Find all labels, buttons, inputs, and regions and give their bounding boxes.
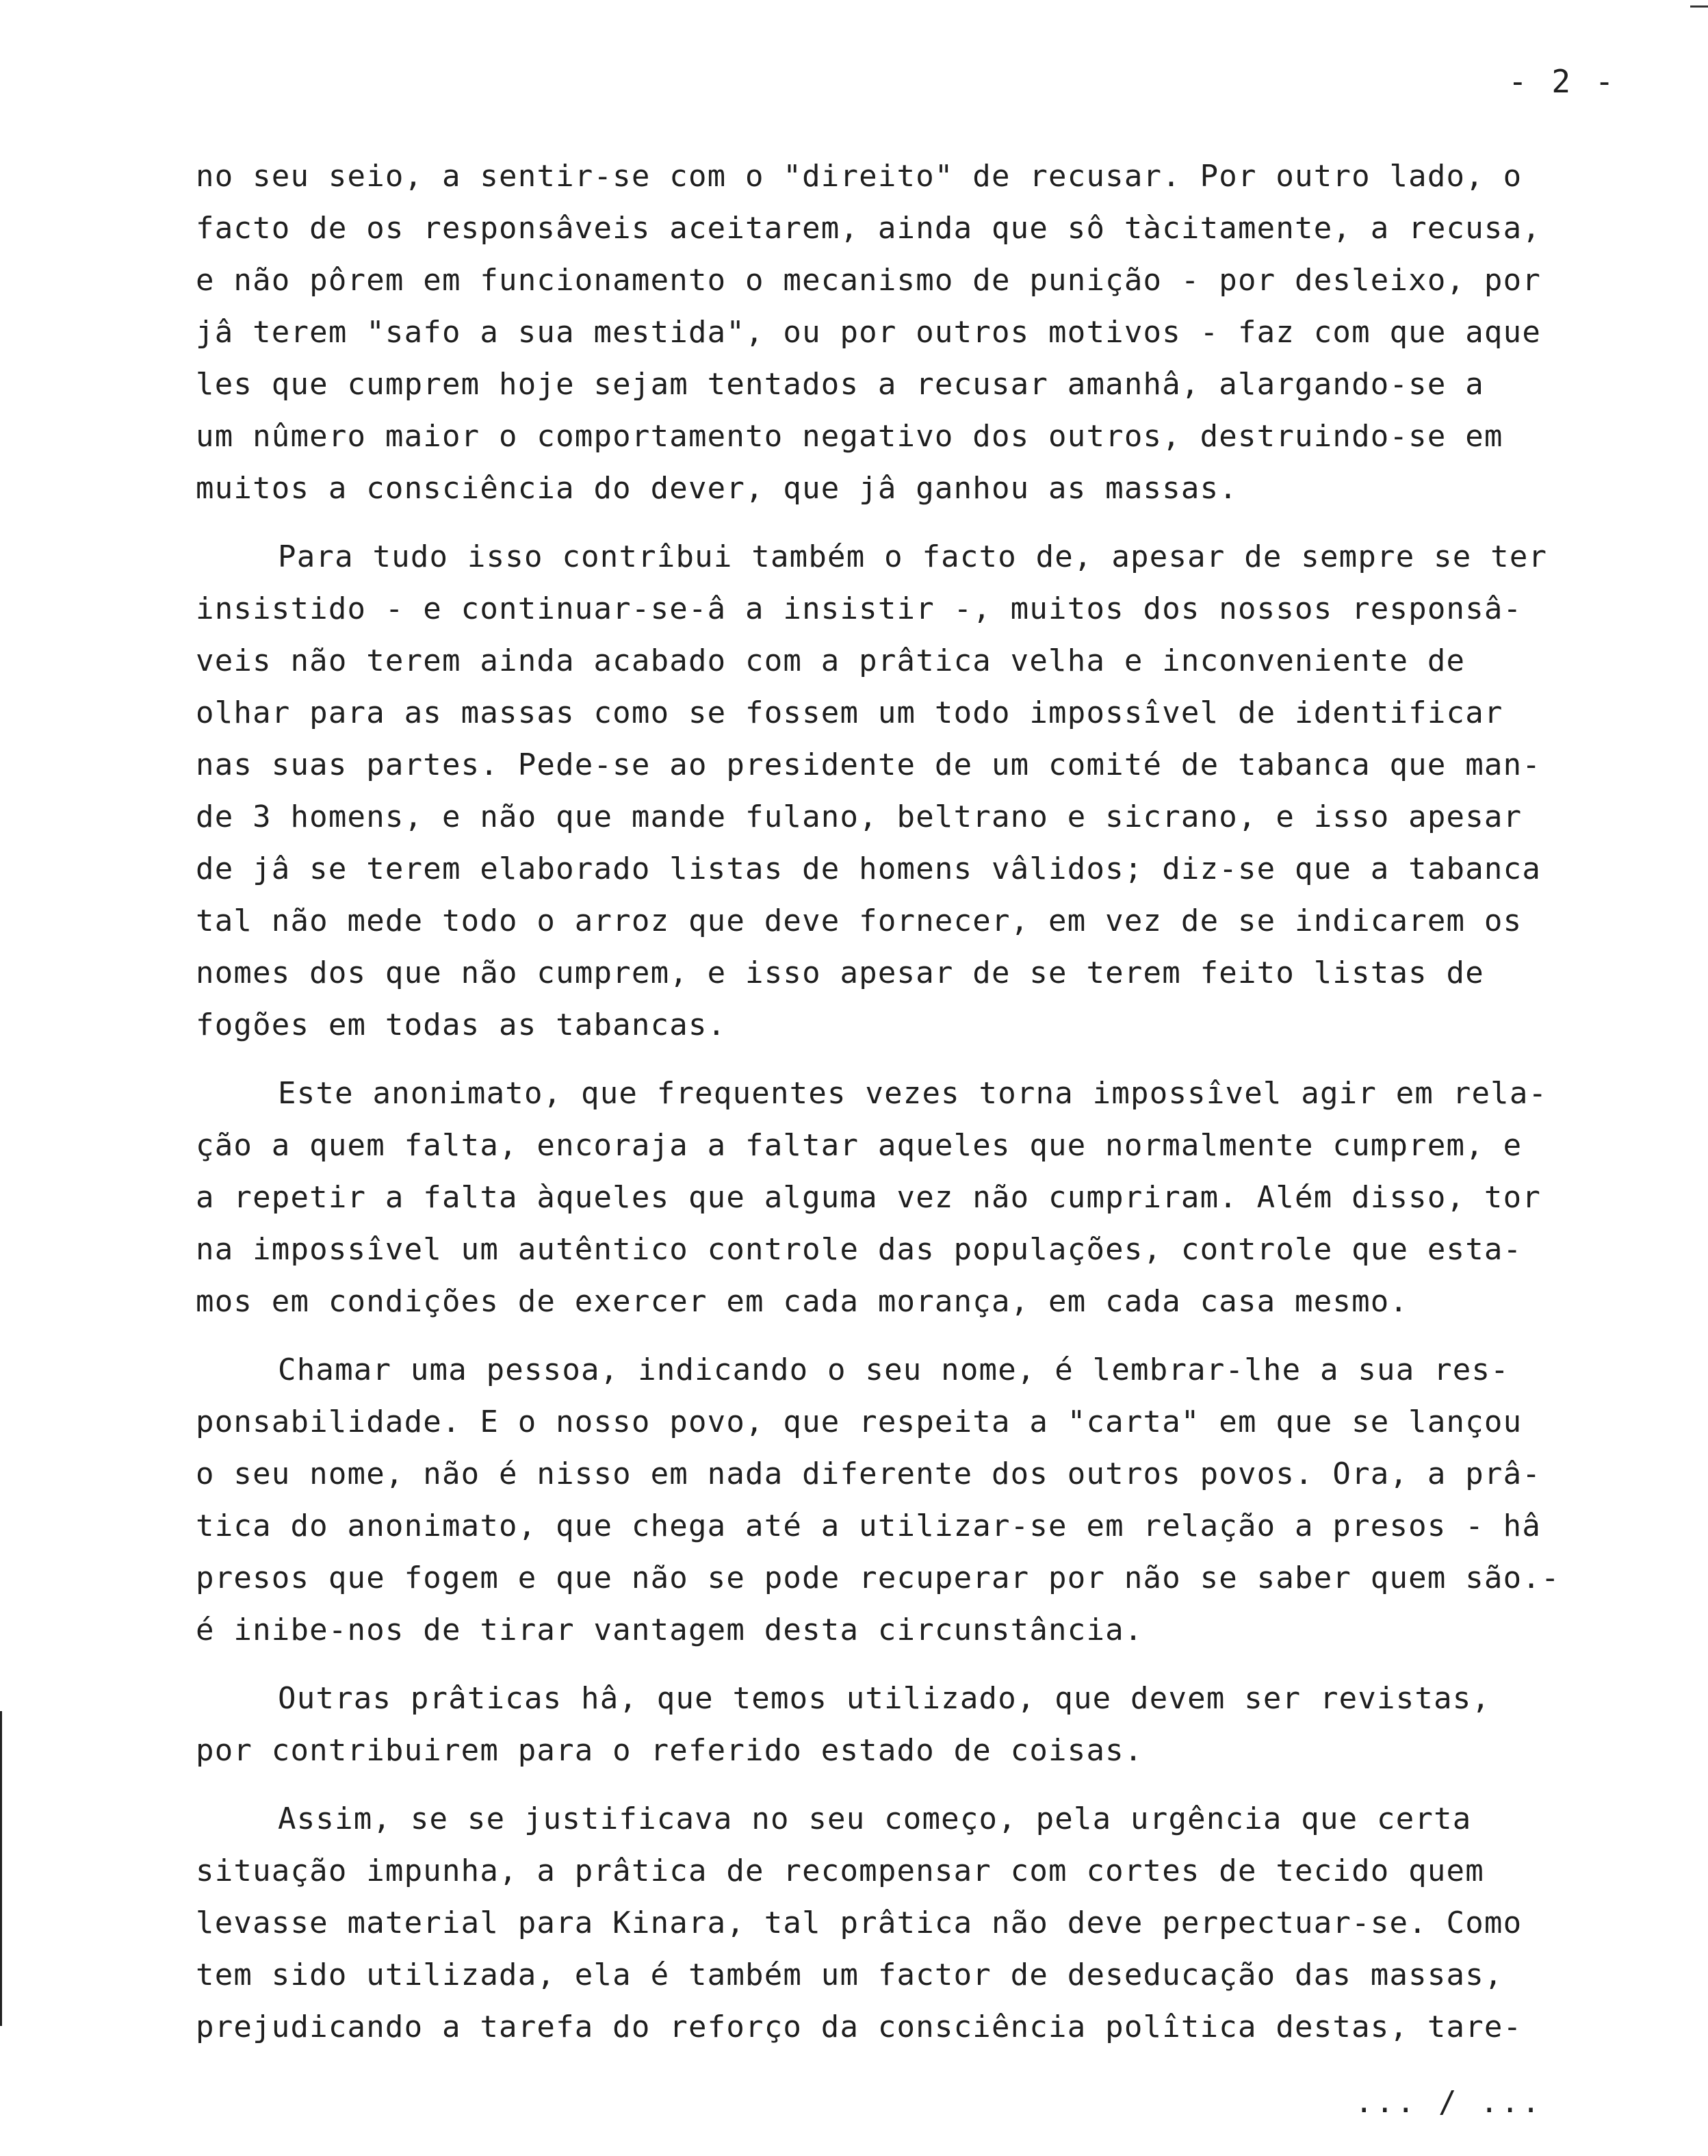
text-line: por contribuirem para o referido estado de coisas. — [196, 1733, 1143, 1768]
text-line: Este anonimato, que frequentes vezes torna impossîvel agir em rela- — [278, 1076, 1548, 1111]
text-line: o seu nome, não é nisso em nada diferente dos outros povos. Ora, a prâ- — [196, 1456, 1542, 1491]
text-line: a repetir a falta àqueles que alguma vez não cumpriram. Além disso, tor — [196, 1180, 1542, 1215]
text-line: mos em condições de exercer em cada morança, em cada casa mesmo. — [196, 1284, 1409, 1319]
continuation-mark: ... / ... — [1355, 2085, 1543, 2120]
text-line: les que cumprem hoje sejam tentados a recusar amanhâ, alargando-se a — [196, 367, 1484, 402]
paragraph — [196, 1673, 1687, 1777]
text-line: de jâ se terem elaborado listas de homens vâlidos; diz-se que a tabanca — [196, 851, 1542, 886]
text-line: Assim, se se justificava no seu começo, pela urgência que certa — [278, 1801, 1472, 1836]
text-line: nomes dos que não cumprem, e isso apesar de se terem feito listas de — [196, 955, 1484, 990]
text-line: ção a quem falta, encoraja a faltar aqueles que normalmente cumprem, e — [196, 1128, 1523, 1163]
text-line: tem sido utilizada, ela é também um factor de deseducação das massas, — [196, 1958, 1503, 1992]
text-line: veis não terem ainda acabado com a prâtica velha e inconveniente de — [196, 643, 1466, 678]
text-line: facto de os responsâveis aceitarem, ainda que sô tàcitamente, a recusa, — [196, 211, 1542, 246]
text-line: na impossîvel um autêntico controle das populações, controle que esta- — [196, 1232, 1523, 1267]
text-line: no seu seio, a sentir-se com o "direito" de recusar. Por outro lado, o — [196, 159, 1523, 194]
text-line: tal não mede todo o arroz que deve fornecer, em vez de se indicarem os — [196, 903, 1523, 938]
text-line: de 3 homens, e não que mande fulano, beltrano e sicrano, e isso apesar — [196, 799, 1523, 834]
text-line: insistido - e continuar-se-â a insistir -, muitos dos nossos responsâ- — [196, 591, 1523, 626]
margin-line — [0, 1711, 2, 2026]
text-line: Para tudo isso contrîbui também o facto de, apesar de sempre se ter — [278, 539, 1548, 574]
text-line: prejudicando a tarefa do reforço da consciência polîtica destas, tare- — [196, 2010, 1523, 2044]
text-line: tica do anonimato, que chega até a utilizar-se em relação a presos - hâ — [196, 1509, 1542, 1543]
text-line: muitos a consciência do dever, que jâ ganhou as massas. — [196, 471, 1238, 506]
paragraph — [196, 1344, 1687, 1656]
paragraph — [196, 1793, 1687, 2053]
text-line: situação impunha, a prâtica de recompensar com cortes de tecido quem — [196, 1853, 1484, 1888]
text-line: nas suas partes. Pede-se ao presidente de um comité de tabanca que man- — [196, 747, 1542, 782]
page-number: - 2 - — [1508, 63, 1617, 100]
text-line: e não pôrem em funcionamento o mecanismo de punição - por desleixo, por — [196, 263, 1542, 298]
text-line: um nûmero maior o comportamento negativo dos outros, destruindo-se em — [196, 419, 1503, 454]
text-line: presos que fogem e que não se pode recuperar por não se saber quem são.- — [196, 1561, 1560, 1595]
text-line: Chamar uma pessoa, indicando o seu nome, é lembrar-lhe a sua res- — [278, 1352, 1510, 1387]
text-line: olhar para as massas como se fossem um todo impossîvel de identificar — [196, 695, 1503, 730]
text-line: jâ terem "safo a sua mestida", ou por outros motivos - faz com que aque — [196, 315, 1542, 350]
text-line: levasse material para Kinara, tal prâtica não deve perpectuar-se. Como — [196, 1905, 1523, 1940]
paragraph — [196, 531, 1687, 1051]
corner-mark — [1690, 5, 1708, 8]
text-line: fogões em todas as tabancas. — [196, 1008, 727, 1042]
paragraph — [196, 151, 1687, 515]
text-line: Outras prâticas hâ, que temos utilizado, que devem ser revistas, — [278, 1681, 1491, 1716]
text-line: ponsabilidade. E o nosso povo, que respeita a "carta" em que se lançou — [196, 1404, 1523, 1439]
body-text — [196, 151, 1687, 2070]
paragraph — [196, 1068, 1687, 1328]
text-line: é inibe-nos de tirar vantagem desta circunstância. — [196, 1613, 1143, 1647]
